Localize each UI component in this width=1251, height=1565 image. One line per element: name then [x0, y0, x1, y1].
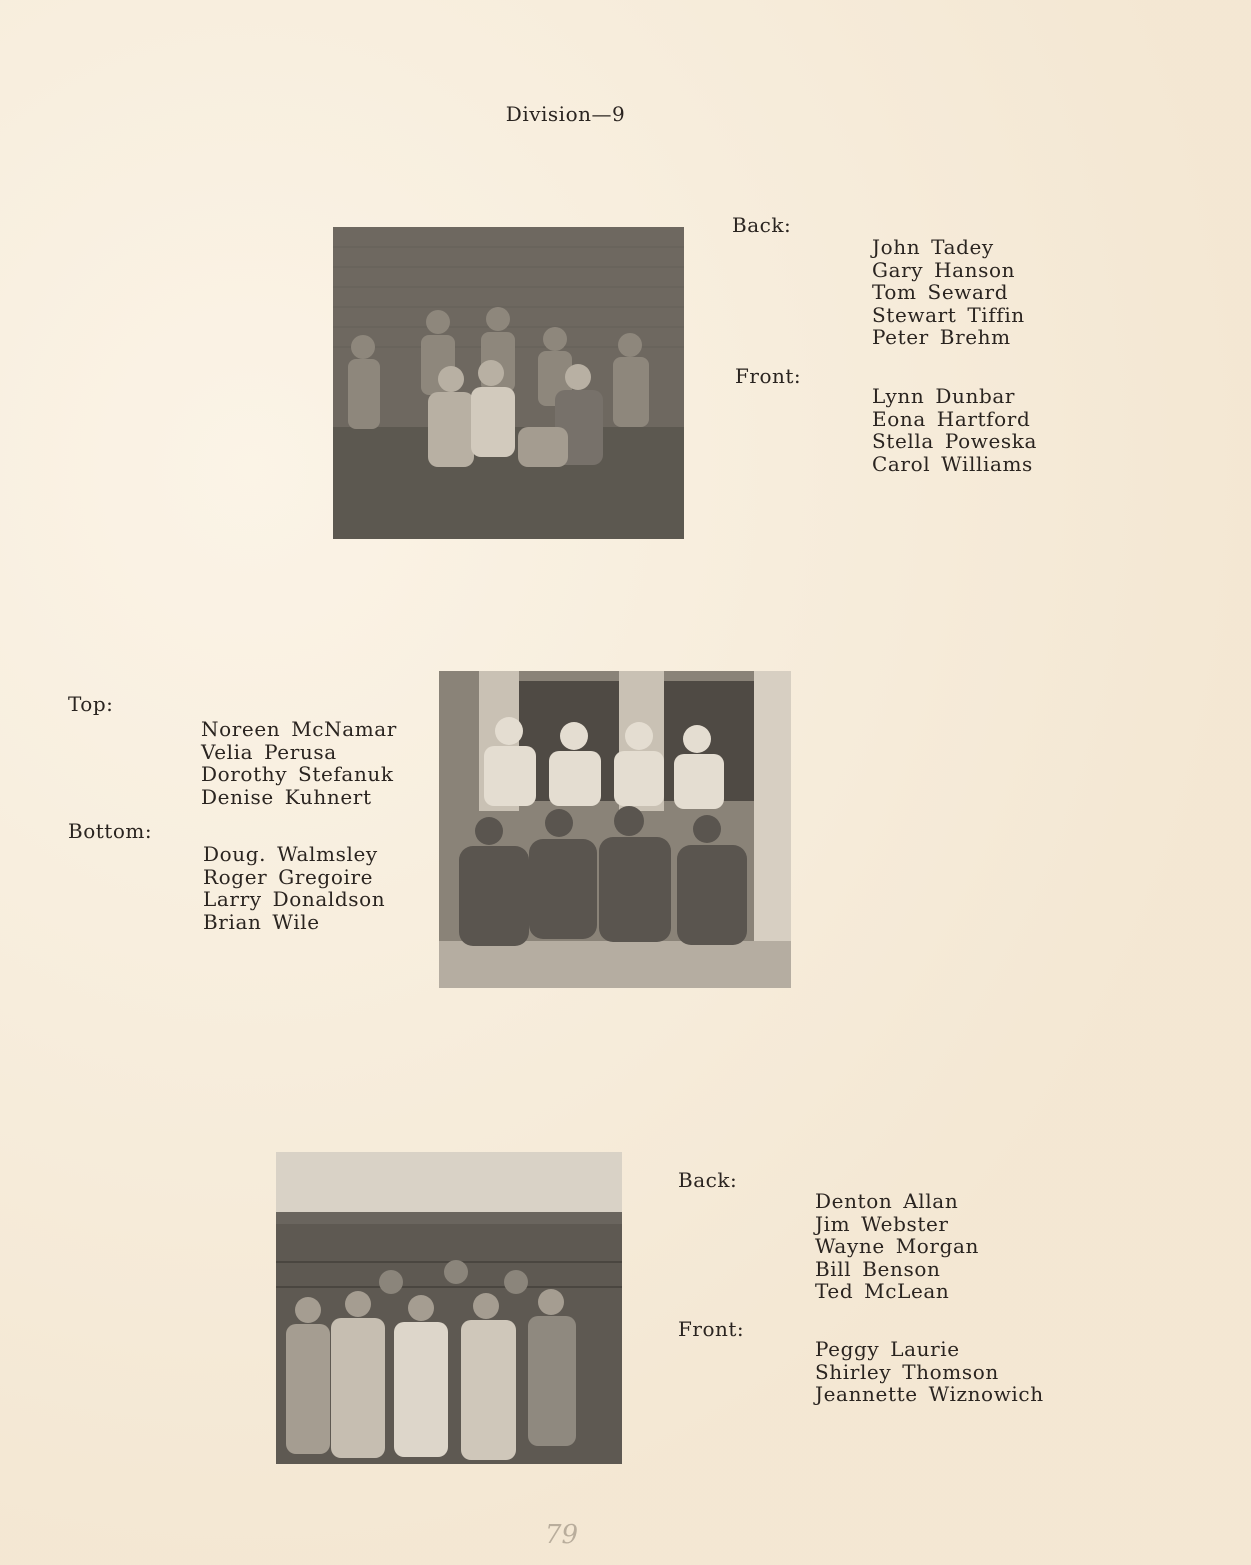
name-entry: Peter Brehm	[872, 325, 1011, 350]
group-photo-3	[276, 1152, 622, 1464]
name-entry: John Tadey	[872, 235, 994, 259]
name-entry: Ted McLean	[815, 1279, 950, 1304]
group-2-names-a	[201, 718, 397, 808]
name-entry: Denise Kuhnert	[201, 784, 372, 809]
group-1-label-a: Back:	[732, 213, 792, 237]
name-entry: Noreen McNamar	[201, 717, 397, 741]
name-entry: Larry Donaldson	[203, 887, 386, 912]
name-entry: Wayne Morgan	[815, 1234, 980, 1259]
group-3-label-b: Front:	[678, 1317, 745, 1341]
name-entry: Bill Benson	[815, 1256, 941, 1281]
group-3-names-a	[815, 1190, 979, 1303]
group-1-names-b	[872, 385, 1037, 475]
name-entry: Lynn Dunbar	[872, 384, 1016, 408]
group-photo-2	[439, 671, 791, 988]
group-2-names-b	[203, 843, 385, 933]
group-2-label-b: Bottom:	[68, 819, 153, 843]
page-number: 79	[545, 1520, 579, 1550]
name-entry: Dorothy Stefanuk	[201, 762, 394, 787]
name-entry: Denton Allan	[815, 1189, 959, 1213]
name-entry: Jim Webster	[815, 1211, 949, 1236]
group-3-names-b	[815, 1338, 1044, 1406]
name-entry: Peggy Laurie	[815, 1337, 960, 1361]
name-entry: Gary Hanson	[872, 257, 1016, 282]
name-entry: Stewart Tiffin	[872, 302, 1025, 327]
name-entry: Doug. Walmsley	[203, 842, 378, 866]
name-entry: Eona Hartford	[872, 406, 1031, 431]
page-title: Division—9	[505, 102, 626, 126]
group-photo-1	[333, 227, 684, 539]
name-entry: Jeannette Wiznowich	[815, 1382, 1044, 1407]
name-entry: Tom Seward	[872, 280, 1009, 305]
name-entry: Roger Gregoire	[203, 864, 374, 889]
name-entry: Carol Williams	[872, 451, 1033, 476]
group-2-label-a: Top:	[68, 692, 114, 716]
name-entry: Stella Poweska	[872, 429, 1037, 454]
name-entry: Shirley Thomson	[815, 1359, 999, 1384]
name-entry: Velia Perusa	[201, 739, 337, 764]
name-entry: Brian Wile	[203, 909, 320, 934]
group-1-names-a	[872, 236, 1025, 349]
group-1-label-b: Front:	[735, 364, 802, 388]
group-3-label-a: Back:	[678, 1168, 738, 1192]
